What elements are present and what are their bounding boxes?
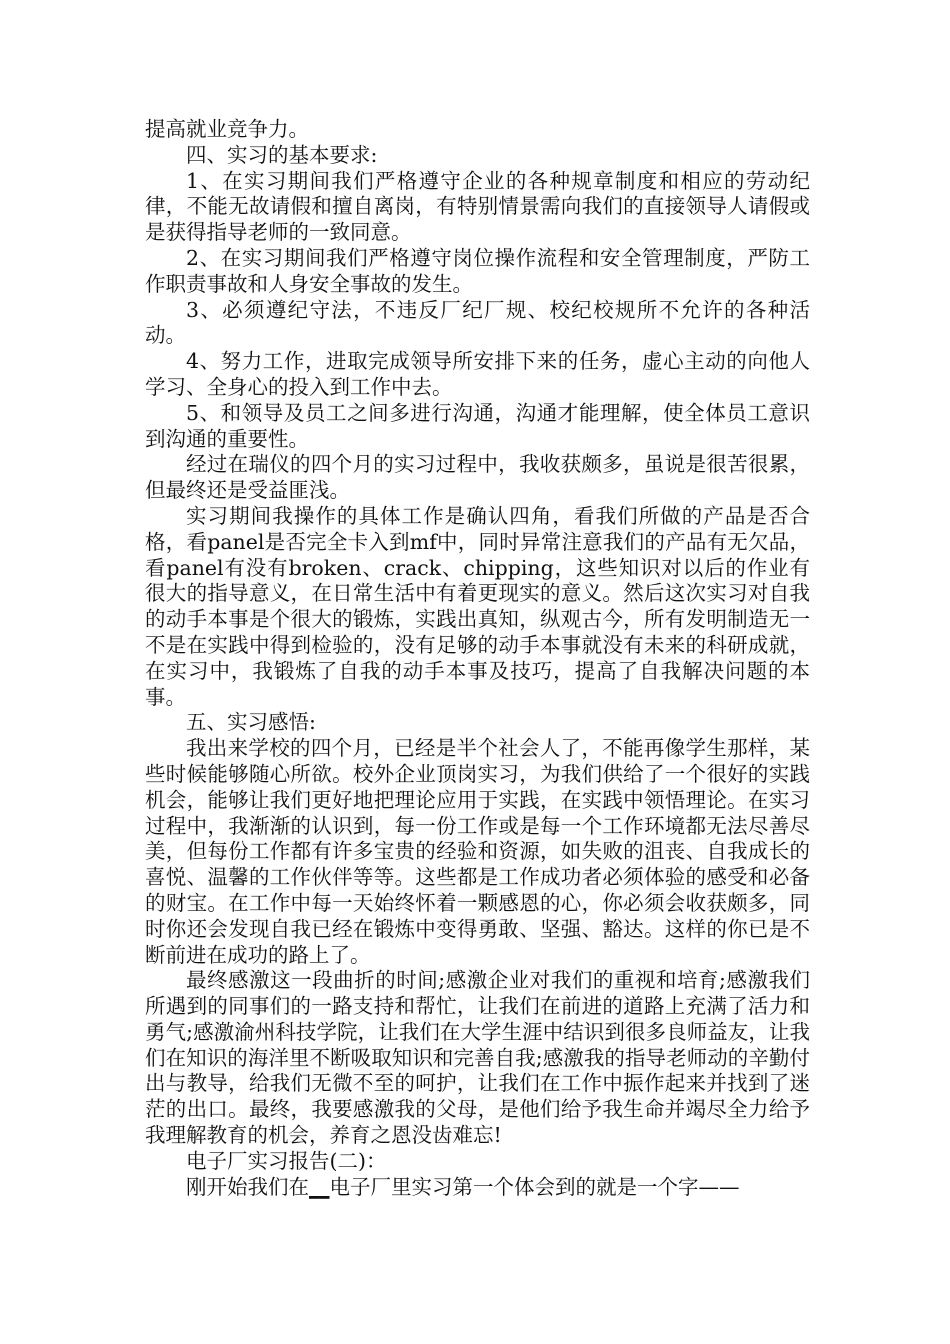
paragraph-report-two-opening <box>145 1175 810 1201</box>
requirement-item-5: 5、和领导及员工之间多进行沟通，沟通才能理解，使全体员工意识到沟通的重要性。 <box>145 400 810 451</box>
requirement-item-2: 2、在实习期间我们严格遵守岗位操作流程和安全管理制度，严防工作职责事故和人身安全事故的发生。 <box>145 245 810 296</box>
requirement-item-3: 3、必须遵纪守法，不违反厂纪厂规、校纪校规所不允许的各种活动。 <box>145 297 810 348</box>
paragraph-gratitude: 最终感激这一段曲折的时间;感激企业对我们的重视和培育;感激我们所遇到的同事们的一路支持和帮忙，让我们在前进的道路上充满了活力和勇气;感激渝州科技学院，让我们在大学生涯中结识到很多良师益友，让我们在知识的海洋里不断吸取知识和完善自我;感激我的指导老师动的辛勤付出与教导，给我们无微不至的呵护，让我们在工作中振作起来并找到了迷茫的出口。最终，我要感激我的父母，是他们给予我生命并竭尽全力给予我理解教育的机会，养育之恩没齿难忘! <box>145 968 810 1148</box>
opening-text-before: 刚开始我们在 <box>186 1174 309 1199</box>
paragraph-work-details: 实习期间我操作的具体工作是确认四角，看我们所做的产品是否合格，看panel是否完全卡入到mf中，同时异常注意我们的产品有无欠品，看panel有没有broken、crack、chipping，这些知识对以后的作业有很大的指导意义，在日常生活中有着更现实的意义。然后这次实习对自我的动手本事是个很大的锻炼，实践出真知，纵观古今，所有发明制造无一不是在实践中得到检验的，没有足够的动手本事就没有未来的科研成就，在实习中，我锻炼了自我的动手本事及技巧，提高了自我解决问题的本事。 <box>145 503 810 709</box>
paragraph-continuation: 提高就业竞争力。 <box>145 117 309 141</box>
report-two-heading: 电子厂实习报告(二)： <box>186 1148 387 1173</box>
document-page <box>145 117 810 1200</box>
fill-in-blank: __ <box>309 1174 330 1199</box>
requirement-item-4: 4、努力工作，进取完成领导所安排下来的任务，虚心主动的向他人学习、全身心的投入到工作中去。 <box>145 349 810 399</box>
requirement-item-1: 1、在实习期间我们严格遵守企业的各种规章制度和相应的劳动纪律，不能无故请假和擅自离岗，有特别情景需向我们的直接领导人请假或是获得指导老师的一致同意。 <box>145 168 810 245</box>
paragraph-summary: 经过在瑞仪的四个月的实习过程中，我收获颇多，虽说是很苦很累，但最终还是受益匪浅。 <box>145 452 810 503</box>
opening-text-after: 电子厂里实习第一个体会到的就是一个字—— <box>329 1174 740 1199</box>
section-heading-reflections: 五、实习感悟: <box>186 710 316 735</box>
section-heading-basic-requirements: 四、实习的基本要求: <box>186 142 378 167</box>
paragraph-reflections: 我出来学校的四个月，已经是半个社会人了，不能再像学生那样，某些时候能够随心所欲。校外企业顶岗实习，为我们供给了一个很好的实践机会，能够让我们更好地把理论应用于实践，在实践中领悟理论。在实习过程中，我渐渐的认识到，每一份工作或是每一个工作环境都无法尽善尽美，但每份工作都有许多宝贵的经验和资源，如失败的沮丧、自我成长的喜悦、温馨的工作伙伴等等。这些都是工作成功者必须体验的感受和必备的财宝。在工作中每一天始终怀着一颗感恩的心，你必须会收获颇多，同时你还会发现自我已经在锻炼中变得勇敢、坚强、豁达。这样的你已是不断前进在成功的路上了。 <box>145 736 810 967</box>
